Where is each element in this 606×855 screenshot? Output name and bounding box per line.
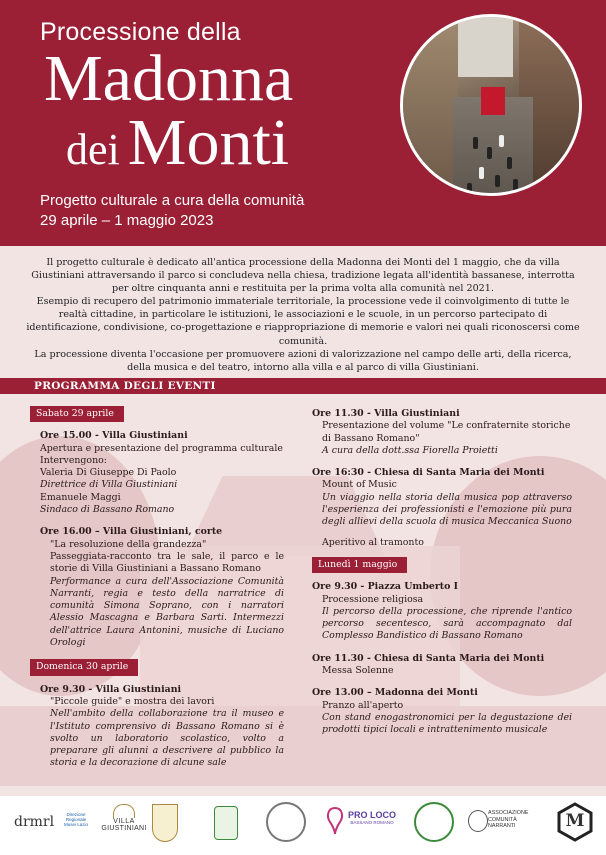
procession-photo bbox=[400, 14, 582, 196]
event-8-title: Pranzo all'aperto bbox=[322, 699, 404, 711]
drm-logo: drmrl bbox=[14, 814, 55, 830]
band-association-seal-icon bbox=[414, 802, 454, 842]
left-column bbox=[30, 406, 284, 770]
event-1-heading: Ore 15.00 - Villa Giustiniani bbox=[40, 430, 188, 442]
confraternity-seal-icon bbox=[266, 802, 306, 842]
event-4-curator: A cura della dott.ssa Fiorella Proietti bbox=[322, 444, 498, 456]
event-5-heading: Ore 16:30 - Chiesa di Santa Maria dei Monti bbox=[312, 467, 545, 479]
comunita-narranti-icon bbox=[468, 810, 488, 832]
event-1-speakers-label: Intervengono: bbox=[40, 454, 107, 466]
event-5-description: Un viaggio nella storia della musica pop attraverso l'esperienza dei professionisti e l'emozione più pura degli allievi della scuola di musica Meccanica Suono bbox=[322, 491, 572, 528]
day-tag-monday: Lunedì 1 maggio bbox=[312, 557, 407, 573]
event-8-heading: Ore 13.00 – Madonna dei Monti bbox=[312, 687, 478, 699]
title-line-2: Madonna bbox=[44, 42, 294, 115]
day-tag-saturday: Sabato 29 aprile bbox=[30, 406, 124, 422]
drm-logo-subtitle: Direzione Regionale Musei Lazio bbox=[63, 812, 88, 827]
event-4-title: Presentazione del volume "Le confraternite storiche di Bassano Romano" bbox=[322, 420, 571, 444]
event-1-speaker-2: Emanuele Maggi bbox=[40, 491, 121, 503]
villa-giustiniani-logo: VILLA GIUSTINIANI bbox=[96, 804, 152, 832]
event-7-heading: Ore 11.30 - Chiesa di Santa Maria dei Monti bbox=[312, 652, 545, 664]
event-3-description: Nell'ambito della collaborazione tra il museo e l'Istituto comprensivo di Bassano Romano si è svolto un laboratorio scolastico, volto a preparare gli alunni a descrivere al pubblico la storia e la decorazione di alcune sale bbox=[50, 708, 284, 769]
event-dates: 29 aprile – 1 maggio 2023 bbox=[40, 212, 214, 229]
intro-paragraph-3: La processione diventa l'occasione per promuovere azioni di valorizzazione nel campo delle arti, della ricerca, della musica e del teatro, intorno alla villa e al parco di villa Giustiniani. bbox=[34, 348, 572, 373]
event-4-heading: Ore 11.30 - Villa Giustiniani bbox=[312, 408, 460, 419]
event-5-title: Mount of Music bbox=[322, 479, 397, 491]
event-5-aperitivo: Aperitivo al tramonto bbox=[322, 536, 424, 548]
right-column bbox=[312, 408, 572, 737]
day-tag-sunday: Domenica 30 aprile bbox=[30, 659, 138, 675]
title-dei: dei bbox=[66, 125, 120, 174]
school-crest-icon bbox=[214, 806, 238, 840]
subtitle: Progetto culturale a cura della comunità bbox=[40, 192, 305, 209]
intro-paragraph-2: Esempio di recupero del patrimonio immateriale territoriale, la processione vede il coinvolgimento di tutte le realtà cittadine, in particolare le istituzioni, le associazioni e le scuole, in un percorso partecipato di identificazione, condivisione, co-progettazione e riappropriazione di memorie e valori nei quali riconoscersi come comunità. bbox=[26, 296, 580, 347]
sponsor-logos-bar bbox=[0, 796, 606, 855]
event-7-title: Messa Solenne bbox=[322, 665, 394, 677]
event-6-title: Processione religiosa bbox=[322, 593, 424, 605]
event-1-speaker-1-role: Direttrice di Villa Giustiniani bbox=[40, 479, 178, 491]
event-6-description: Il percorso della processione, che riprende l'antico percorso secentesco, sarà accompagnato dal Complesso Bandistico di Bassano Romano bbox=[322, 605, 572, 642]
title-line-1: Processione della bbox=[40, 18, 241, 46]
event-2-credits: Performance a cura dell'Associazione Comunità Narranti, regia e testo della narratrice di comunità Simona Sopranо, con i narratori Alessio Mascagna e Barbara Sarti. Intermezzi dell'attrice Laura Antonini, musiche di Luciano Orologi bbox=[50, 575, 284, 649]
event-8-description: Con stand enogastronomici per la degustazione dei prodotti tipici locali e intrattenimento musicale bbox=[322, 711, 572, 736]
m-hexagon-logo: M bbox=[556, 802, 594, 842]
event-1-title: Apertura e presentazione del programma culturale bbox=[40, 442, 283, 454]
event-3-title: "Piccole guide" e mostra dei lavori bbox=[50, 695, 215, 707]
program-title: PROGRAMMA DEGLI EVENTI bbox=[34, 380, 216, 392]
villa-logo-icon bbox=[113, 804, 135, 818]
event-2-description: Passeggiata-racconto tra le sale, il parco e le storie di Villa Giustiniani a Bassano Romano bbox=[50, 550, 284, 575]
title-line-3 bbox=[66, 106, 290, 183]
event-1-speaker-2-role: Sindaco di Bassano Romano bbox=[40, 504, 175, 516]
title-monti: Monti bbox=[127, 106, 290, 179]
event-2-heading: Ore 16.00 – Villa Giustiniani, corte bbox=[40, 526, 223, 538]
event-1-speaker-1: Valeria Di Giuseppe Di Paolo bbox=[40, 467, 177, 479]
event-3-heading: Ore 9.30 - Villa Giustiniani bbox=[40, 683, 182, 695]
intro-text bbox=[26, 256, 580, 374]
event-6-heading: Ore 9.30 - Piazza Umberto I bbox=[312, 581, 459, 593]
header-banner bbox=[0, 0, 606, 246]
comunita-narranti-logo: ASSOCIAZIONE COMUNITÀ NARRANTI bbox=[488, 810, 529, 829]
event-2-title: "La resoluzione della grandezza" bbox=[50, 538, 207, 550]
pro-loco-logo: PRO LOCO BASSANO ROMANO bbox=[347, 810, 396, 825]
municipality-crest-icon bbox=[152, 804, 178, 842]
intro-paragraph-1: Il progetto culturale è dedicato all'antica processione della Madonna dei Monti del 1 maggio, che da villa Giustiniani attraversando il parco si concludeva nella chiesa, tradizione legata all'identità bassanese, interrotta per oltre cinquanta anni e restituita per la prima volta alla comunità nel 2021. bbox=[31, 257, 575, 295]
